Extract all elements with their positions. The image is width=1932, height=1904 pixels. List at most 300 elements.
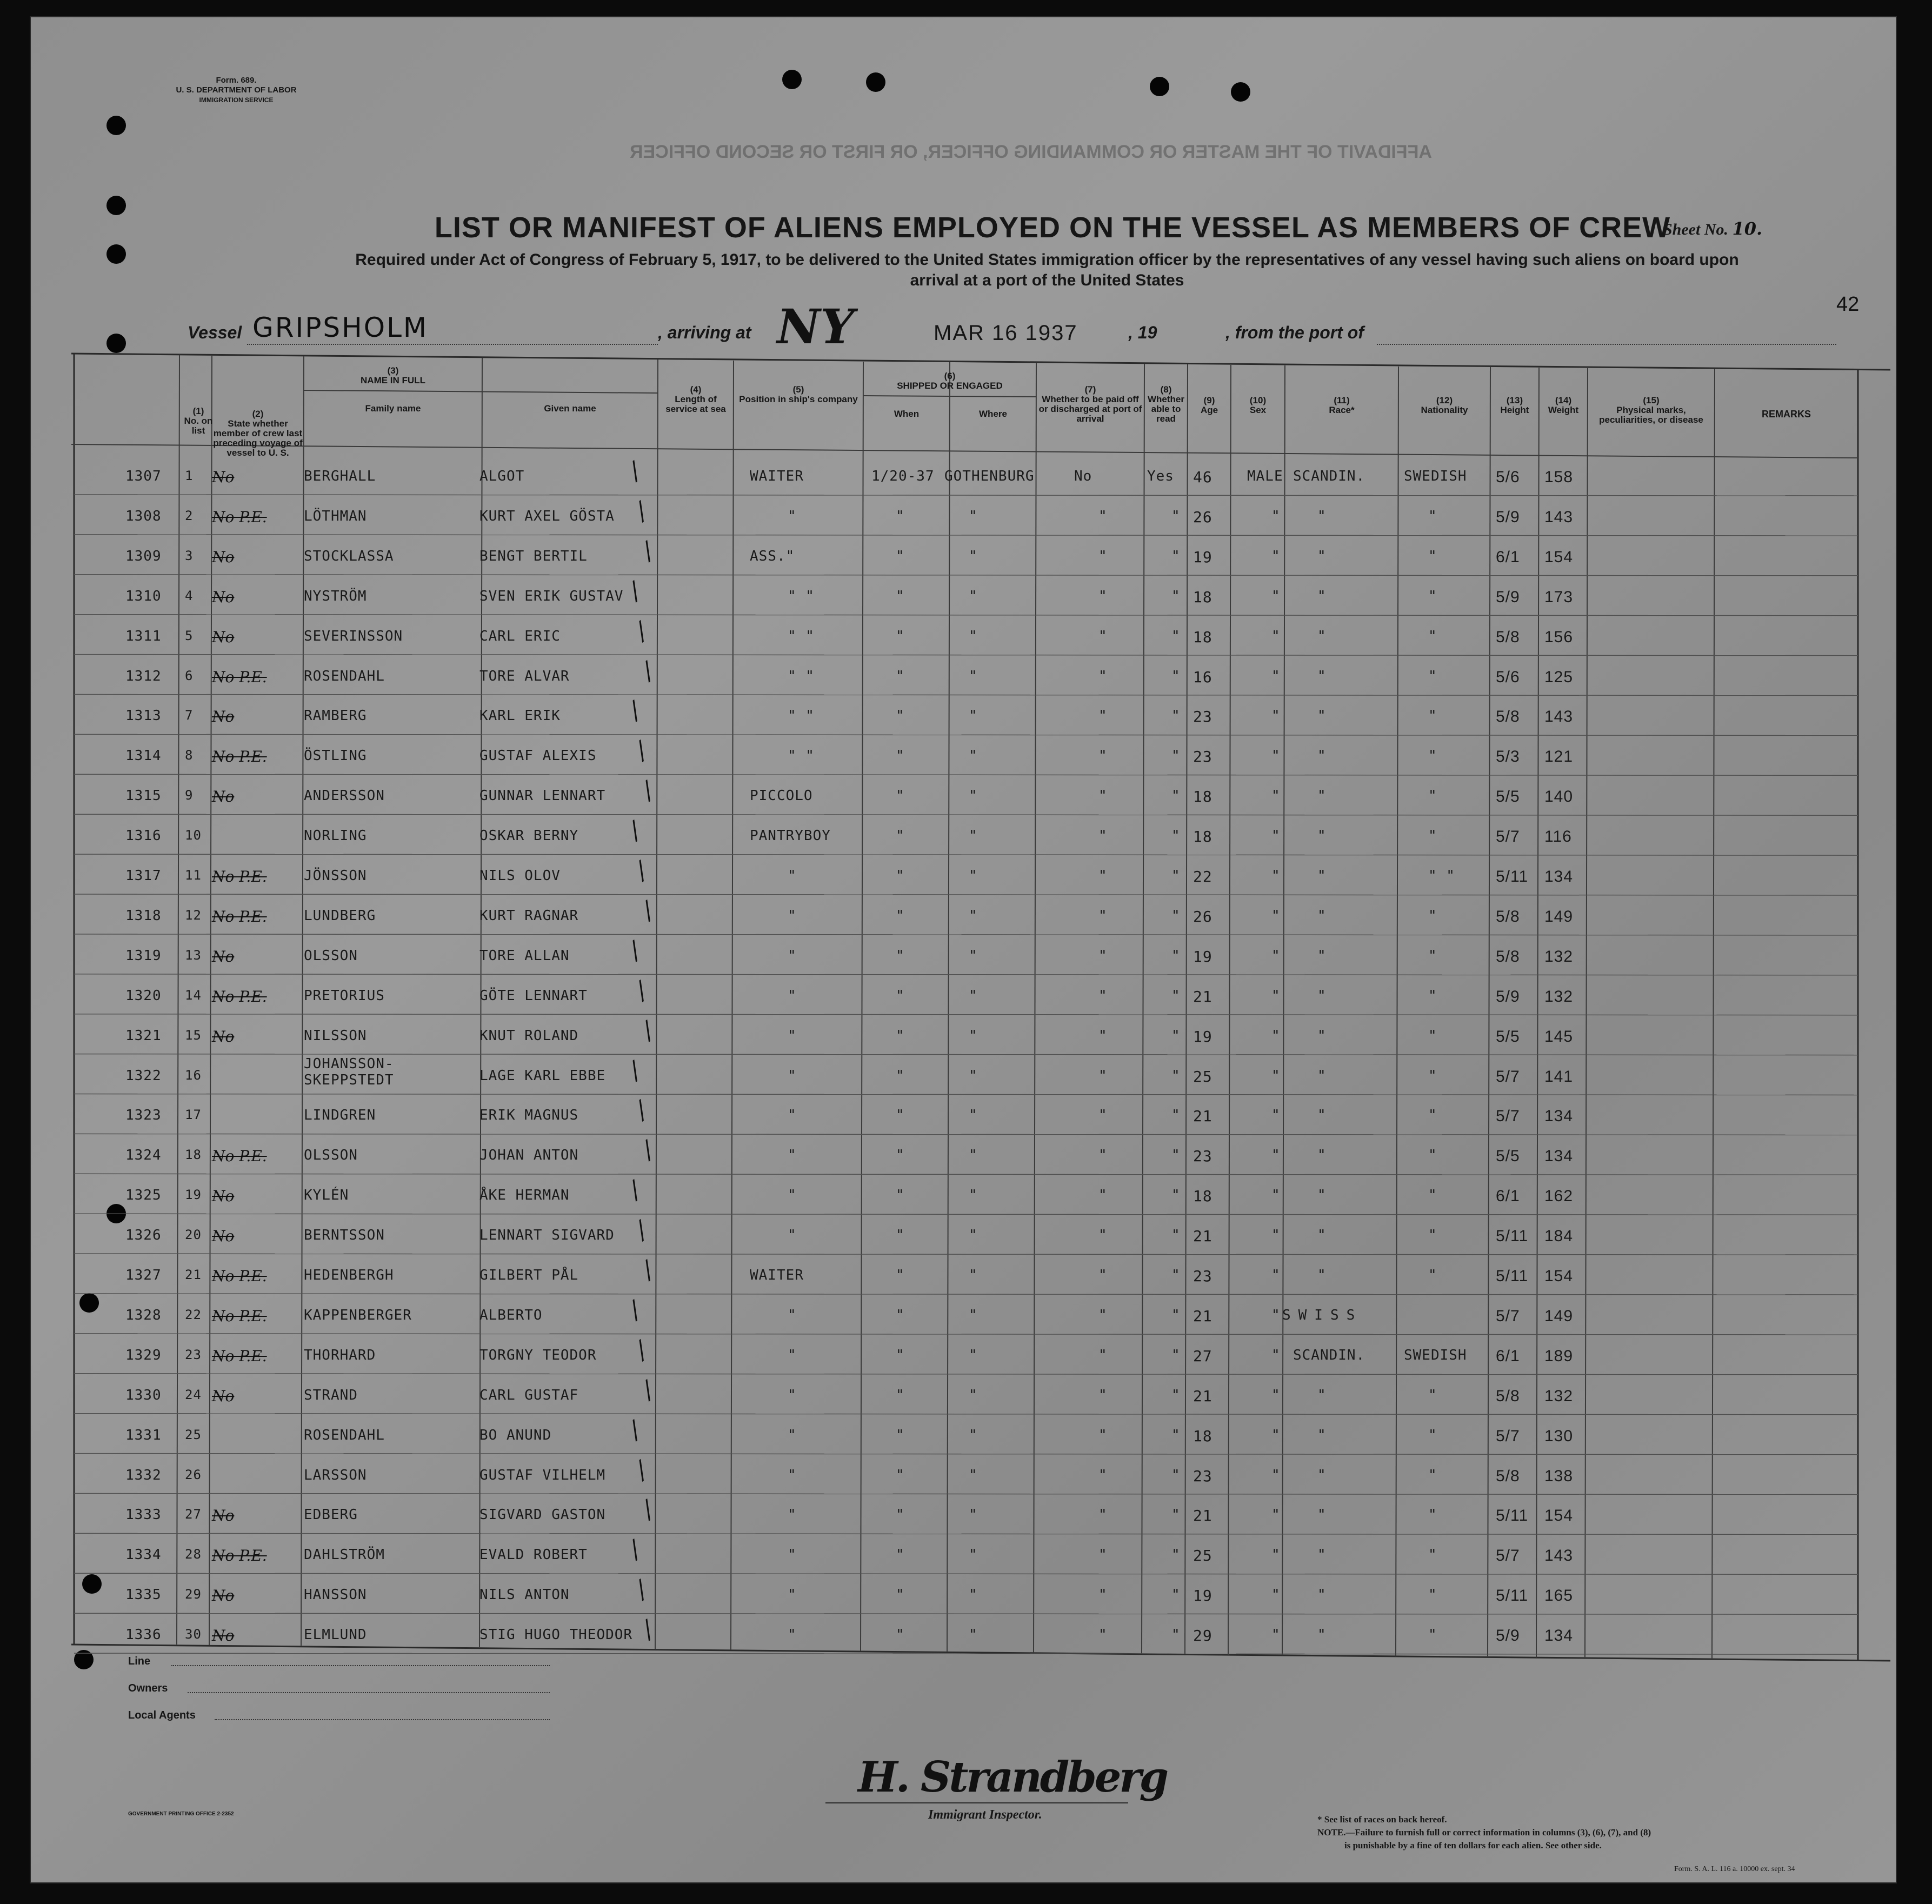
ref-number: 1312 [125, 668, 162, 684]
ref-number: 1311 [125, 628, 162, 644]
table-row [31, 655, 1896, 695]
list-number: 24 [185, 1387, 202, 1402]
race: " [1317, 748, 1327, 764]
table-row [31, 1614, 1896, 1653]
given-name: KURT RAGNAR [479, 907, 579, 924]
prior-voyage-note: No [212, 788, 235, 806]
family-name: KYLÉN [304, 1187, 349, 1204]
nationality: " [1428, 508, 1437, 524]
shipped-when: " [896, 1427, 905, 1443]
sex: " [1271, 1027, 1281, 1044]
height: 5/3 [1496, 748, 1520, 766]
position: " [788, 1227, 797, 1244]
shipped-when: " [896, 748, 905, 764]
prior-voyage-note: No P.E. [212, 1307, 267, 1325]
inspector-signature: H. Strandberg [858, 1753, 1167, 1802]
prior-voyage-note: No [212, 548, 235, 566]
shipped-where: " [969, 548, 978, 564]
given-name: TORE ALVAR [479, 668, 570, 684]
weight: 134 [1544, 1107, 1574, 1126]
given-name: NILS OLOV [479, 868, 561, 884]
department-name: U. S. DEPARTMENT OF LABOR [176, 85, 297, 95]
paid-off: " [1098, 947, 1108, 964]
prior-voyage-note: No P.E. [212, 868, 267, 886]
list-number: 10 [185, 828, 202, 843]
family-name: NILSSON [304, 1027, 367, 1044]
prior-voyage-note: No [212, 708, 235, 726]
nationality: " [1428, 1427, 1437, 1443]
column-header [1188, 396, 1231, 415]
prior-voyage-note: No [212, 588, 235, 606]
table-row [31, 1254, 1896, 1294]
sex: " [1271, 1627, 1281, 1643]
height: 6/1 [1496, 1187, 1520, 1206]
age: 16 [1193, 668, 1213, 686]
shipped-where: " [969, 1107, 978, 1124]
shipped-where: " [969, 828, 978, 844]
height: 5/11 [1496, 1507, 1529, 1525]
shipped-where: " [969, 1507, 978, 1523]
check-mark-icon: / [630, 1336, 653, 1364]
height: 6/1 [1496, 548, 1520, 566]
nationality: " [1428, 788, 1437, 804]
from-port-label: , from the port of [1225, 323, 1364, 342]
position: " " [788, 668, 815, 684]
ref-number: 1330 [125, 1387, 162, 1403]
shipped-where: " [969, 1467, 978, 1483]
position: " [788, 987, 797, 1004]
weight: 154 [1544, 1267, 1574, 1285]
age: 18 [1193, 1427, 1213, 1445]
sex: " [1271, 1507, 1281, 1523]
weight: 162 [1544, 1187, 1574, 1206]
ref-number: 1335 [125, 1587, 162, 1603]
ref-number: 1319 [125, 947, 162, 964]
ref-number: 1329 [125, 1347, 162, 1363]
able-to-read: " [1171, 1107, 1181, 1124]
able-to-read: " [1171, 1387, 1181, 1403]
position: ASS." [750, 548, 795, 564]
shipped-where: " [969, 1547, 978, 1563]
able-to-read: " [1171, 1067, 1181, 1084]
weight: 165 [1544, 1587, 1574, 1605]
shipped-when: " [896, 1027, 905, 1044]
height: 5/7 [1496, 1427, 1520, 1445]
column-label: Height [1500, 405, 1529, 415]
able-to-read: " [1171, 828, 1181, 844]
given-name: TORGNY TEODOR [479, 1347, 597, 1363]
form-number: Form. 689. [216, 76, 257, 85]
column-number: (11) [1334, 395, 1350, 405]
column-header [1144, 385, 1188, 424]
check-mark-icon: / [623, 457, 647, 485]
nationality: " [1428, 1467, 1437, 1483]
ref-number: 1307 [125, 468, 162, 484]
family-name: THORHARD [304, 1347, 376, 1363]
race: " [1317, 1587, 1327, 1603]
weight: 149 [1544, 907, 1574, 926]
age: 21 [1193, 1387, 1213, 1405]
sex: " [1271, 1427, 1281, 1443]
position: " [788, 868, 797, 884]
faint-mirrored-heading: AFFIDAVIT OF THE MASTER OR COMMANDING OFFICER, OR FIRST OR SECOND OFFICER [630, 142, 1432, 162]
manifest-page [30, 16, 1897, 1883]
shipped-when: " [896, 1147, 905, 1164]
paid-off: " [1098, 987, 1108, 1004]
check-mark-icon: / [636, 537, 659, 565]
table-row [31, 615, 1896, 655]
prior-voyage-note: No [212, 947, 235, 966]
ref-number: 1309 [125, 548, 162, 564]
family-name: NYSTRÖM [304, 588, 367, 604]
table-row [31, 735, 1896, 774]
prior-voyage-note: No P.E. [212, 907, 267, 926]
given-name: KARL ERIK [479, 708, 561, 724]
column-label: Position in ship's company [739, 394, 858, 404]
prior-voyage-note: No P.E. [212, 508, 267, 526]
age: 26 [1193, 907, 1213, 926]
sex: " [1271, 708, 1281, 724]
sex: " [1271, 1307, 1281, 1323]
race: " [1317, 1267, 1327, 1283]
check-mark-icon: / [623, 1536, 647, 1563]
arriving-label: , arriving at [658, 323, 751, 342]
height: 5/5 [1496, 1027, 1520, 1046]
check-mark-icon: / [636, 1256, 659, 1284]
given-name: KNUT ROLAND [479, 1027, 579, 1044]
height: 5/7 [1496, 828, 1520, 846]
footnote-penalty-1: NOTE.—Failure to furnish full or correct information in columns (3), (6), (7), and (8) [1317, 1827, 1651, 1838]
list-number: 12 [185, 907, 202, 923]
family-name: OLSSON [304, 1147, 358, 1164]
shipped-when: " [896, 1067, 905, 1084]
age: 18 [1193, 828, 1213, 846]
able-to-read: " [1171, 947, 1181, 964]
given-name: LAGE KARL EBBE [479, 1067, 606, 1084]
sex: " [1271, 947, 1281, 964]
shipped-where: " [969, 1027, 978, 1044]
shipped-when: " [896, 548, 905, 564]
family-name: RAMBERG [304, 708, 367, 724]
sex: " [1271, 1347, 1281, 1363]
height: 5/9 [1496, 1627, 1520, 1645]
given-name: OSKAR BERNY [479, 828, 579, 844]
table-row [31, 1494, 1896, 1533]
race: " [1317, 1427, 1327, 1443]
ref-number: 1324 [125, 1147, 162, 1164]
table-row [31, 1015, 1896, 1054]
table-row [31, 495, 1896, 535]
ref-number: 1313 [125, 708, 162, 724]
shipped-where: " [969, 1427, 978, 1443]
table-row [31, 1334, 1896, 1374]
nationality: " [1428, 588, 1437, 604]
race: " [1317, 708, 1327, 724]
paid-off: " [1098, 868, 1108, 884]
nationality: " [1428, 1387, 1437, 1403]
service-name: IMMIGRATION SERVICE [199, 96, 274, 104]
age: 29 [1193, 1627, 1213, 1645]
position: " [788, 1427, 797, 1443]
table-row [31, 1574, 1896, 1613]
column-number: (12) [1436, 395, 1453, 405]
height: 5/11 [1496, 1587, 1529, 1605]
check-mark-icon: / [623, 577, 647, 605]
shipped-when: " [896, 508, 905, 524]
race: " [1317, 1107, 1327, 1124]
prior-voyage-note: No P.E. [212, 1147, 267, 1166]
table-row [31, 1374, 1896, 1414]
shipped-where: " [969, 508, 978, 524]
agents-field [128, 1709, 615, 1736]
paid-off: " [1098, 1107, 1108, 1124]
column-number: (1) [192, 406, 204, 416]
race: " [1317, 588, 1327, 604]
sheet-label: Sheet No. [1663, 221, 1728, 238]
ref-number: 1316 [125, 828, 162, 844]
age: 19 [1193, 1587, 1213, 1605]
list-number: 29 [185, 1587, 202, 1602]
weight: 158 [1544, 468, 1574, 486]
ref-number: 1310 [125, 588, 162, 604]
family-name: HANSSON [304, 1587, 367, 1603]
given-name: GUNNAR LENNART [479, 788, 606, 804]
family-name: HEDENBERGH [304, 1267, 394, 1283]
shipped-where: " [969, 628, 978, 644]
able-to-read: " [1171, 788, 1181, 804]
arrival-date-stamp: MAR 16 1937 [934, 321, 1078, 345]
nationality: " [1428, 1107, 1437, 1124]
age: 23 [1193, 708, 1213, 726]
age: 19 [1193, 548, 1213, 566]
table-row [31, 935, 1896, 974]
able-to-read: " [1171, 1267, 1181, 1283]
race: " [1317, 947, 1327, 964]
age: 19 [1193, 1027, 1213, 1046]
prior-voyage-note: No [212, 628, 235, 646]
sex: " [1271, 588, 1281, 604]
ref-number: 1323 [125, 1107, 162, 1124]
able-to-read: " [1171, 1547, 1181, 1563]
check-mark-icon: / [636, 1616, 659, 1643]
weight: 125 [1544, 668, 1574, 686]
given-name: JOHAN ANTON [479, 1147, 579, 1164]
able-to-read: " [1171, 1187, 1181, 1204]
able-to-read: " [1171, 1427, 1181, 1443]
sex: " [1271, 1227, 1281, 1244]
column-number: (13) [1506, 395, 1523, 405]
height: 5/9 [1496, 588, 1520, 606]
age: 21 [1193, 1507, 1213, 1525]
nationality: " [1428, 1547, 1437, 1563]
weight: 121 [1544, 748, 1574, 766]
column-label: Length of service at sea [665, 394, 726, 414]
check-mark-icon: / [636, 777, 659, 804]
race: " [1317, 1147, 1327, 1164]
list-number: 19 [185, 1187, 202, 1203]
able-to-read: " [1171, 1027, 1181, 1044]
shipped-where: GOTHENBURG [944, 468, 1035, 484]
column-label: No. on list [184, 416, 213, 436]
able-to-read: Yes [1147, 468, 1174, 484]
race: " [1317, 628, 1327, 644]
paid-off: " [1098, 828, 1108, 844]
sex: " [1271, 1107, 1281, 1124]
page-number: 42 [1836, 293, 1860, 316]
check-mark-icon: / [636, 1136, 659, 1164]
list-number: 23 [185, 1347, 202, 1362]
height: 5/8 [1496, 628, 1520, 646]
column-header [1036, 385, 1144, 424]
table-row [31, 1055, 1896, 1094]
shipped-where: " [969, 1227, 978, 1244]
position: " [788, 1547, 797, 1563]
sex: " [1271, 508, 1281, 524]
able-to-read: " [1171, 1347, 1181, 1363]
column-label: Sex [1249, 405, 1267, 415]
able-to-read: " [1171, 1147, 1181, 1164]
sex: " [1271, 1187, 1281, 1204]
list-number: 30 [185, 1627, 202, 1642]
age: 21 [1193, 1107, 1213, 1126]
shipped-when: " [896, 708, 905, 724]
able-to-read: " [1171, 1227, 1181, 1244]
ref-number: 1334 [125, 1547, 162, 1563]
shipped-when: " [896, 868, 905, 884]
list-number: 4 [185, 588, 194, 603]
family-name: LUNDBERG [304, 907, 376, 924]
prior-voyage-note: No [212, 468, 235, 486]
shipped-where: " [969, 1187, 978, 1204]
table-row [31, 1174, 1896, 1214]
able-to-read: " [1171, 868, 1181, 884]
shipped-when: " [896, 1507, 905, 1523]
column-number: (9) [1203, 395, 1215, 405]
position: " [788, 907, 797, 924]
shipped-where: " [969, 1587, 978, 1603]
check-mark-icon: / [630, 1576, 653, 1603]
shipped-when: " [896, 668, 905, 684]
column-label: Nationality [1421, 405, 1468, 415]
sex: " [1271, 548, 1281, 564]
list-number: 2 [185, 508, 194, 523]
shipped-where: " [969, 947, 978, 964]
check-mark-icon: / [623, 937, 647, 964]
prior-voyage-note: No P.E. [212, 987, 267, 1006]
list-number: 28 [185, 1547, 202, 1562]
age: 18 [1193, 788, 1213, 806]
shipped-when: " [896, 1347, 905, 1363]
ref-number: 1331 [125, 1427, 162, 1443]
able-to-read: " [1171, 1587, 1181, 1603]
column-header [182, 407, 215, 436]
column-label: Weight [1548, 405, 1579, 415]
paid-off: " [1098, 1027, 1108, 1044]
position: " [788, 1307, 797, 1323]
weight: 173 [1544, 588, 1574, 606]
able-to-read: " [1171, 1307, 1181, 1323]
list-number: 16 [185, 1067, 202, 1083]
nationality: SWEDISH [1404, 1347, 1467, 1363]
family-name: LÖTHMAN [304, 508, 367, 524]
nationality: " [1428, 1507, 1437, 1523]
age: 23 [1193, 1147, 1213, 1166]
shipped-where: " [969, 1147, 978, 1164]
height: 5/7 [1496, 1107, 1520, 1126]
age: 25 [1193, 1547, 1213, 1565]
column-header [863, 371, 1036, 391]
column-header [863, 409, 950, 419]
table-row [31, 895, 1896, 934]
list-number: 14 [185, 987, 202, 1003]
column-number: (2) [252, 409, 264, 419]
age: 23 [1193, 1267, 1213, 1285]
table-row [31, 575, 1896, 615]
height: 5/11 [1496, 1267, 1529, 1285]
paid-off: " [1098, 1347, 1108, 1363]
height: 5/7 [1496, 1307, 1520, 1325]
weight: 141 [1544, 1067, 1574, 1086]
table-row [31, 1134, 1896, 1174]
vessel-name: GRIPSHOLM [252, 312, 429, 343]
check-mark-icon: / [630, 1456, 653, 1484]
position: " [788, 1187, 797, 1204]
paid-off: " [1098, 508, 1108, 524]
shipped-when: " [896, 1227, 905, 1244]
position: " [788, 947, 797, 964]
age: 18 [1193, 1187, 1213, 1206]
paid-off: " [1098, 788, 1108, 804]
position: " [788, 1067, 797, 1084]
height: 5/7 [1496, 1547, 1520, 1565]
able-to-read: " [1171, 907, 1181, 924]
weight: 189 [1544, 1347, 1574, 1365]
position: WAITER [750, 1267, 804, 1283]
inspector-label: Immigrant Inspector. [928, 1808, 1042, 1822]
paid-off: " [1098, 668, 1108, 684]
shipped-when: " [896, 1547, 905, 1563]
sex: " [1271, 668, 1281, 684]
shipped-where: " [969, 1307, 978, 1323]
list-number: 11 [185, 868, 202, 883]
prior-voyage-note: No [212, 1587, 235, 1605]
check-mark-icon: / [636, 897, 659, 924]
list-number: 25 [185, 1427, 202, 1442]
family-name: ELMLUND [304, 1627, 367, 1643]
age: 27 [1193, 1347, 1213, 1365]
weight: 138 [1544, 1467, 1574, 1485]
paid-off: " [1098, 1467, 1108, 1483]
paid-off: " [1098, 1187, 1108, 1204]
sex: " [1271, 1067, 1281, 1084]
column-label: Whether able to read [1148, 394, 1184, 424]
height: 5/8 [1496, 907, 1520, 926]
given-name: SIGVARD GASTON [479, 1507, 606, 1523]
nationality: " [1428, 1027, 1437, 1044]
given-name: TORE ALLAN [479, 947, 570, 964]
able-to-read: " [1171, 748, 1181, 764]
prior-voyage-note: No [212, 1507, 235, 1525]
family-name: STRAND [304, 1387, 358, 1403]
age: 21 [1193, 1227, 1213, 1246]
shipped-when: " [896, 987, 905, 1004]
family-name: KAPPENBERGER [304, 1307, 412, 1323]
printer-imprint: GOVERNMENT PRINTING OFFICE 2-2352 [128, 1811, 234, 1817]
column-header [1285, 396, 1398, 415]
height: 5/5 [1496, 788, 1520, 806]
family-name: ÖSTLING [304, 748, 367, 764]
column-number: (5) [792, 384, 804, 395]
